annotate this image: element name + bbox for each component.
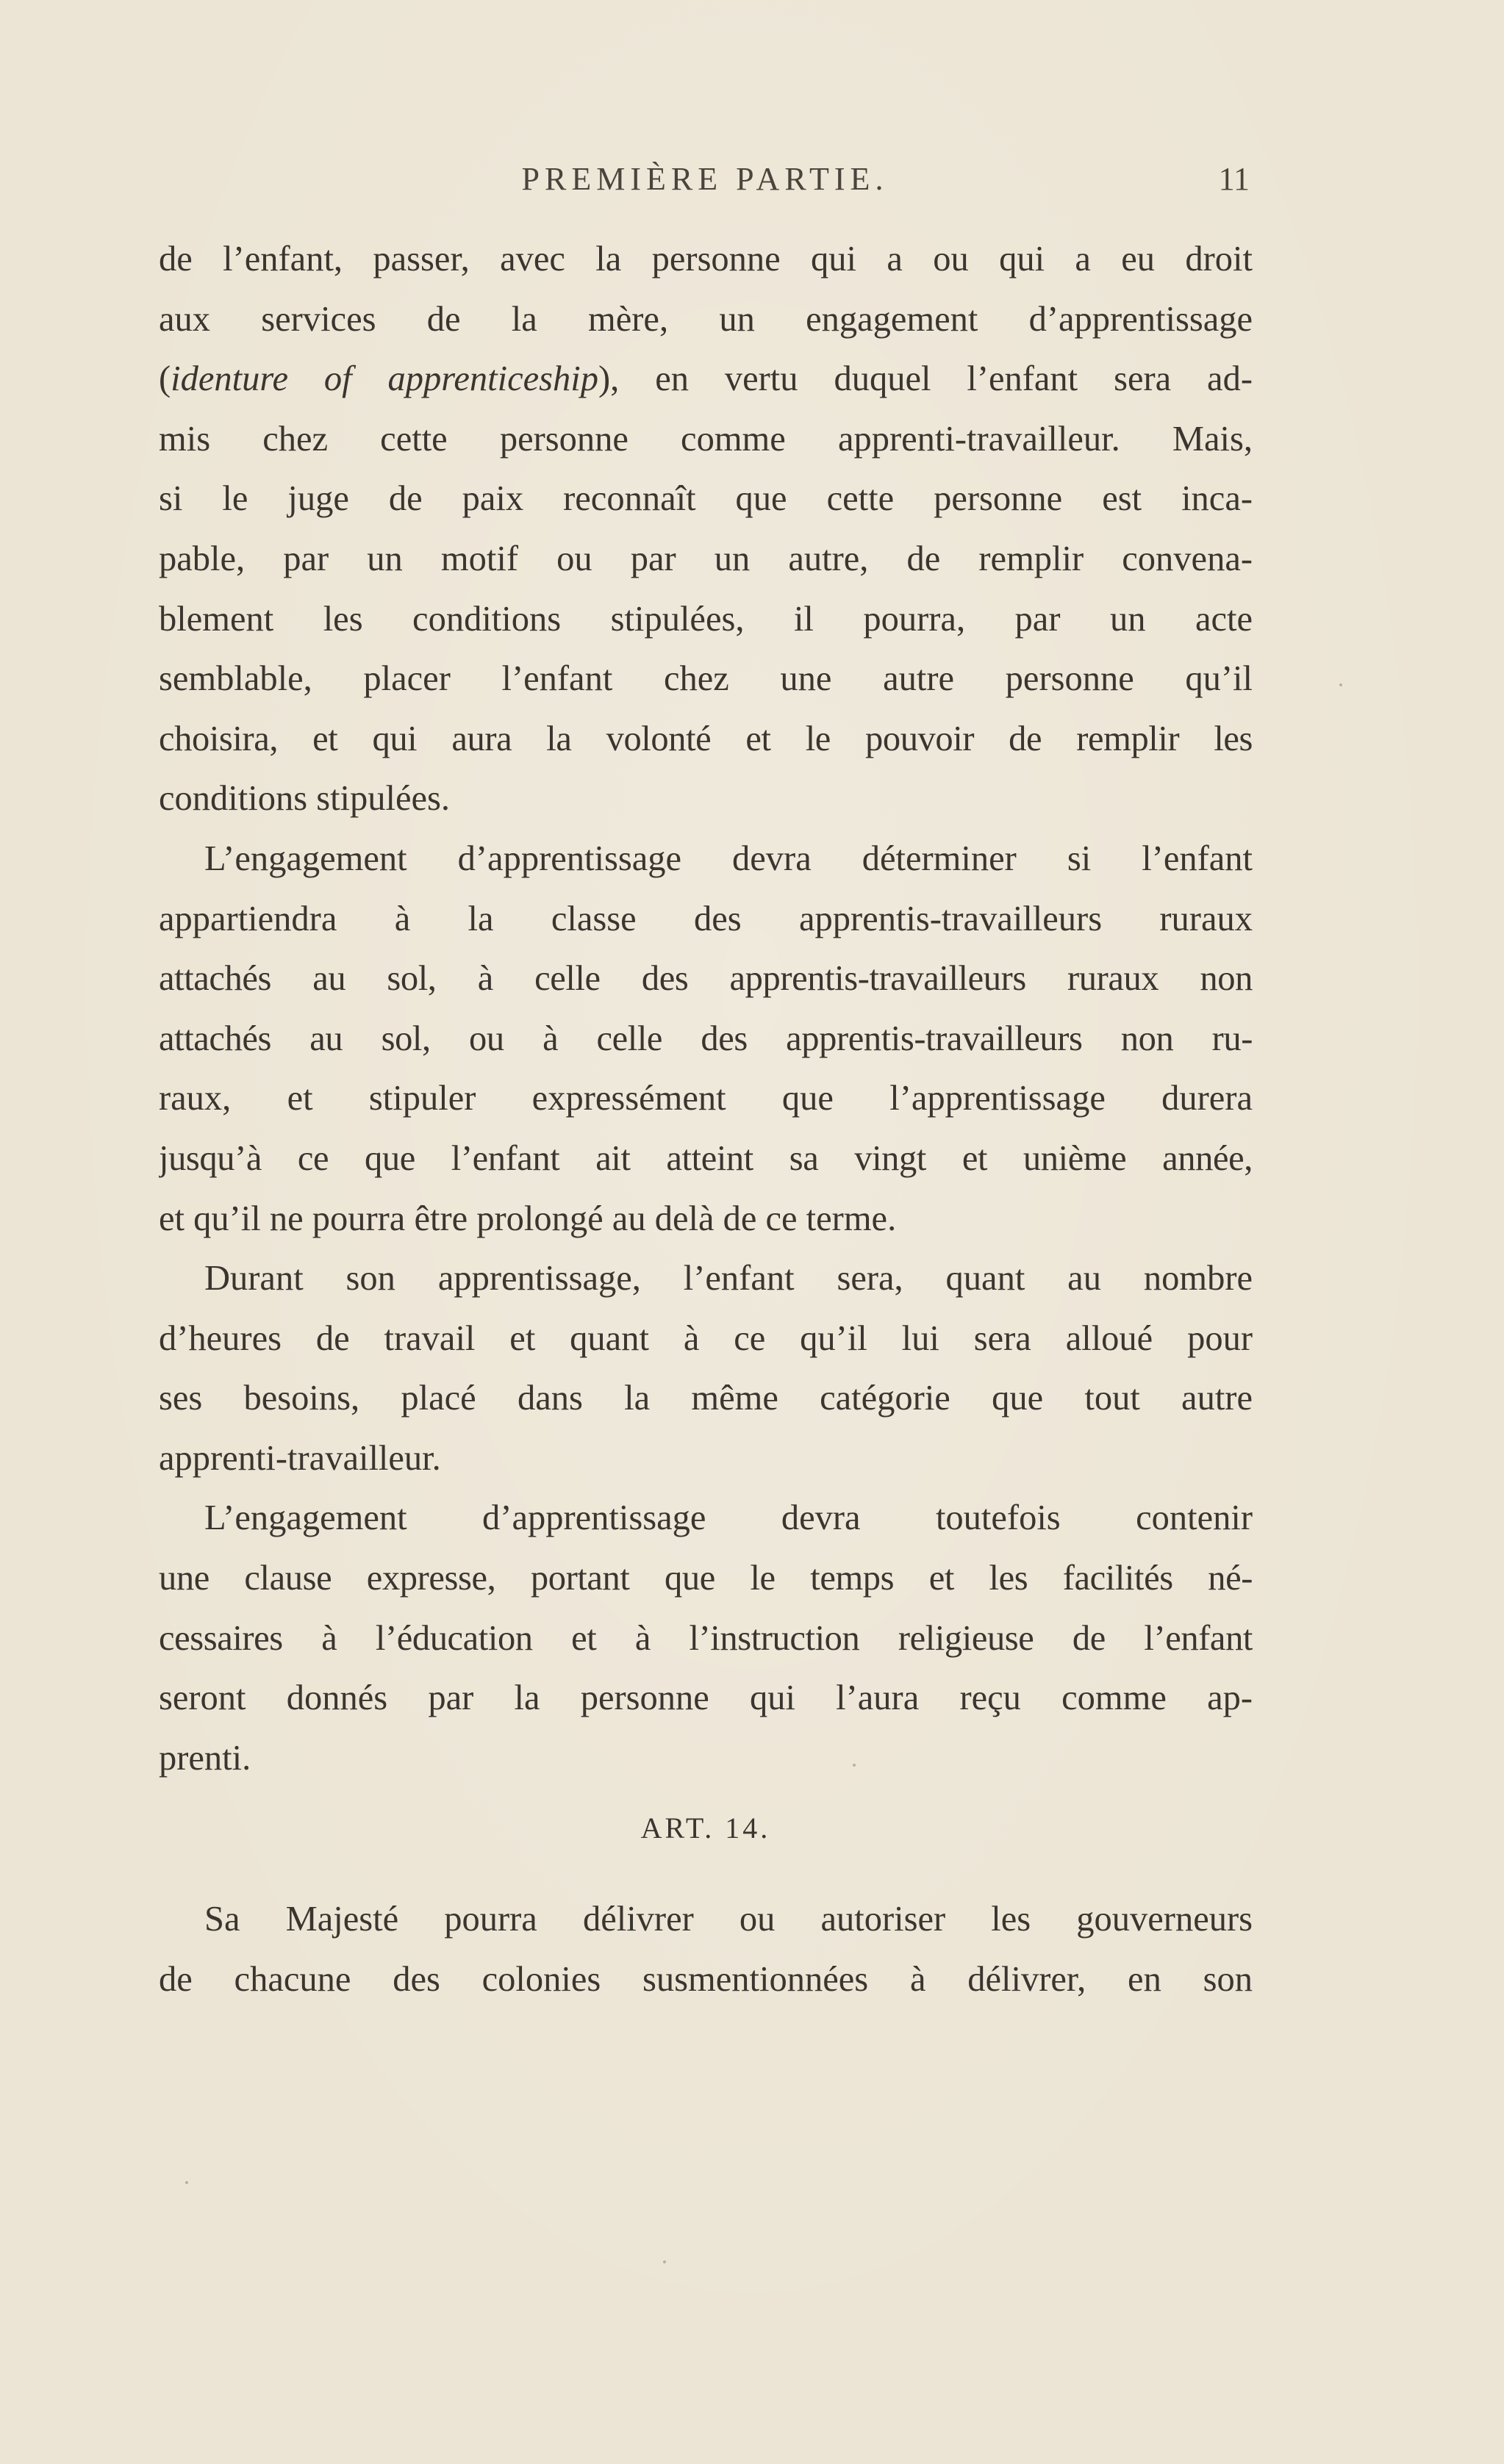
text-line: une clause expresse, portant que le temps et les facilités né- bbox=[159, 1559, 1253, 1598]
body-text bbox=[159, 229, 1253, 2010]
text-line: appartiendra à la classe des apprentis-travailleurs ruraux bbox=[159, 899, 1253, 938]
paragraph-4 bbox=[159, 1488, 1253, 1788]
text-line: choisira, et qui aura la volonté et le pouvoir de remplir les bbox=[159, 719, 1253, 758]
paragraph-2 bbox=[159, 829, 1253, 1249]
text-line: attachés au sol, à celle des apprentis-travailleurs ruraux non bbox=[159, 959, 1253, 999]
text-line: de chacune des colonies susmentionnées à délivrer, en son bbox=[159, 1960, 1253, 2000]
paper-speck bbox=[853, 1764, 856, 1767]
paper-speck bbox=[185, 2181, 188, 2184]
paragraph-3 bbox=[159, 1249, 1253, 1488]
text-line: pable, par un motif ou par un autre, de remplir convena- bbox=[159, 539, 1253, 578]
text-line: Sa Majesté pourra délivrer ou autoriser les gouverneurs bbox=[204, 1900, 1253, 1939]
paragraph-1 bbox=[159, 229, 1253, 829]
paper-speck bbox=[1339, 683, 1342, 686]
text-line: Durant son apprentissage, l’enfant sera, quant au nombre bbox=[204, 1259, 1253, 1299]
text-line: seront donnés par la personne qui l’aura reçu comme ap- bbox=[159, 1678, 1253, 1718]
paren-open: ( bbox=[159, 359, 171, 399]
text-line: d’heures de travail et quant à ce qu’il lui sera alloué pour bbox=[159, 1318, 1253, 1358]
text-line: de l’enfant, passer, avec la personne qui a ou qui a eu droit bbox=[159, 240, 1253, 279]
running-header bbox=[160, 160, 1250, 204]
text-line: raux, et stipuler expressément que l’apprentissage durera bbox=[159, 1079, 1253, 1118]
paper-speck bbox=[663, 2260, 666, 2263]
text-line: ses besoins, placé dans la même catégorie que tout autre bbox=[159, 1379, 1253, 1418]
text-line: cessaires à l’éducation et à l’instruction religieuse de l’enfant bbox=[159, 1618, 1253, 1658]
text-line: jusqu’à ce que l’enfant ait atteint sa vingt et unième année, bbox=[159, 1138, 1253, 1178]
italic-term: identure of apprenticeship bbox=[171, 359, 598, 399]
text-line: aux services de la mère, un engagement d’apprentissage bbox=[159, 299, 1253, 339]
text-line-with-italic bbox=[159, 349, 1253, 409]
text-line: attachés au sol, ou à celle des apprentis-travailleurs non ru- bbox=[159, 1019, 1253, 1058]
text-line: semblable, placer l’enfant chez une autre personne qu’il bbox=[159, 659, 1253, 699]
line-rest: ), en vertu duquel l’enfant sera ad- bbox=[598, 359, 1253, 399]
article-paragraph bbox=[159, 1889, 1253, 2009]
text-line: L’engagement d’apprentissage devra déterminer si l’enfant bbox=[204, 838, 1253, 878]
running-title: PREMIÈRE PARTIE. bbox=[521, 161, 889, 197]
text-line: L’engagement d’apprentissage devra toutefois contenir bbox=[204, 1498, 1253, 1538]
text-line: si le juge de paix reconnaît que cette personne est inca- bbox=[159, 479, 1253, 519]
text-line: conditions stipulées. bbox=[159, 779, 451, 819]
text-line: prenti. bbox=[159, 1738, 251, 1778]
text-line: blement les conditions stipulées, il pourra, par un acte bbox=[159, 599, 1253, 639]
text-line: mis chez cette personne comme apprenti-travailleur. Mais, bbox=[159, 419, 1253, 459]
page-number: 11 bbox=[1218, 161, 1250, 197]
article-heading: ART. 14. bbox=[640, 1811, 771, 1845]
text-line: apprenti-travailleur. bbox=[159, 1438, 441, 1478]
text-line: et qu’il ne pourra être prolongé au delà de ce terme. bbox=[159, 1199, 897, 1238]
